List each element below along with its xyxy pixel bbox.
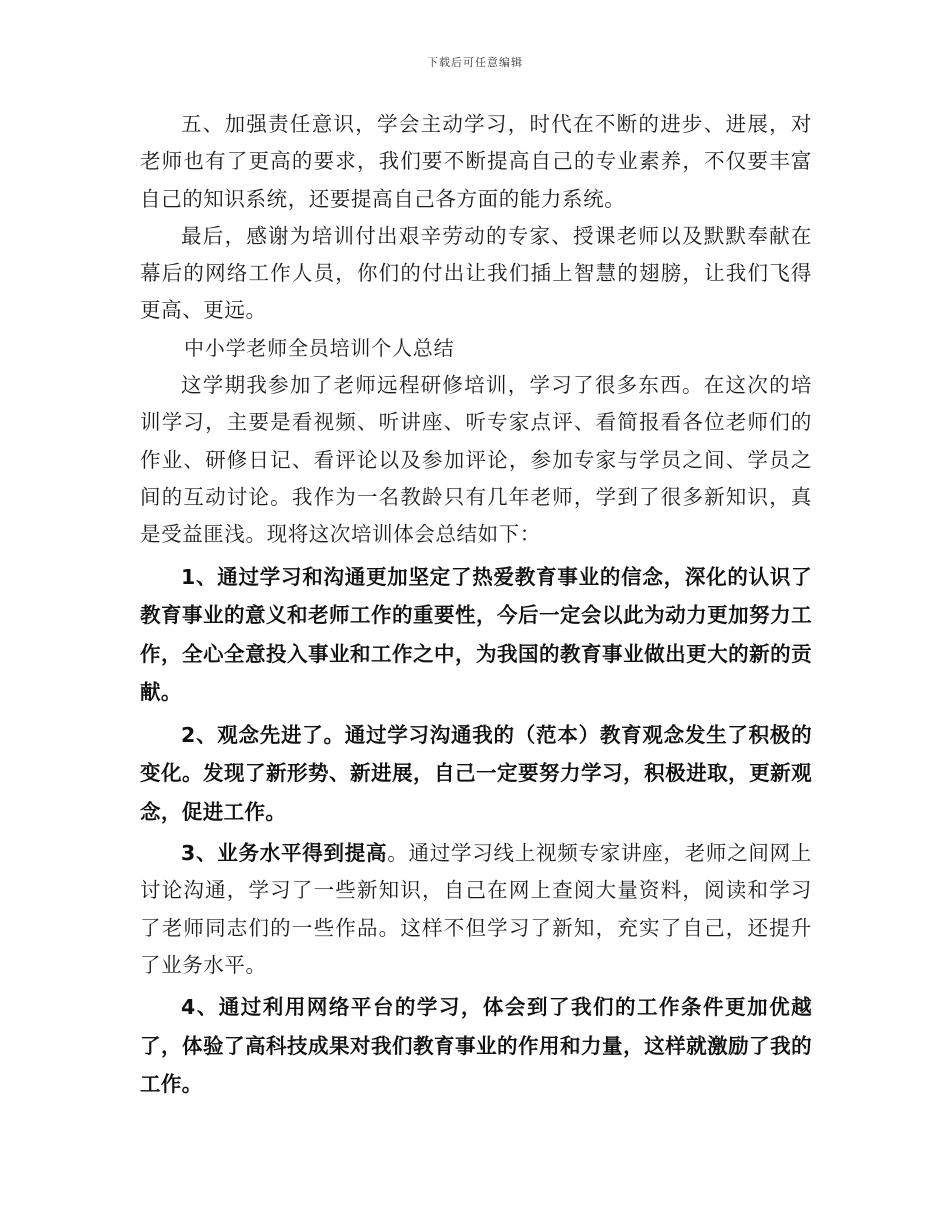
paragraph-point-4: 4、通过利用网络平台的学习，体会到了我们的工作条件更加优越了，体验了高科技成果对我们教育事业的作用和力量，这样就激励了我的工作。 xyxy=(140,995,812,1097)
document-body xyxy=(140,106,812,1104)
page-header: 下载后可任意编辑 xyxy=(427,56,523,69)
paragraph-point-1: 1、通过学习和沟通更加坚定了热爱教育事业的信念，深化的认识了教育事业的意义和老师工作的重要性，今后一定会以此为动力更加努力工作，全心全意投入事业和工作之中，为我国的教育事业做出更大的新的贡献。 xyxy=(140,564,812,705)
point-3-body: 。通过学习线上视频专家讲座，老师之间网上讨论沟通，学习了一些新知识，自己在网上查阅大量资料，阅读和学习了老师同志们的一些作品。这样不但学习了新知，充实了自己，还提升了业务水平。 xyxy=(140,841,813,977)
section-title: 中小学老师全员培训个人总结 xyxy=(184,335,455,360)
paragraph-intro: 这学期我参加了老师远程研修培训，学习了很多东西。在这次的培训学习，主要是看视频、听讲座、听专家点评、看简报看各位老师们的作业、研修日记、看评论以及参加评论，参加专家与学员之间、学员之间的互动讨论。我作为一名教龄只有几年老师，学到了很多新知识，真是受益匪浅。现将这次培训体会总结如下： xyxy=(140,373,812,547)
paragraph-point-3 xyxy=(140,835,812,984)
paragraph-thanks: 最后，感谢为培训付出艰辛劳动的专家、授课老师以及默默奉献在幕后的网络工作人员，你们的付出让我们插上智慧的翅膀，让我们飞得更高、更远。 xyxy=(140,223,812,323)
point-3-heading: 3、业务水平得到提高 xyxy=(181,841,388,866)
paragraph-responsibility: 五、加强责任意识，学会主动学习，时代在不断的进步、进展，对老师也有了更高的要求，我们要不断提高自己的专业素养，不仅要丰富自己的知识系统，还要提高自己各方面的能力系统。 xyxy=(140,112,812,211)
paragraph-point-2: 2、观念先进了。通过学习沟通我的（范本）教育观念发生了积极的变化。发现了新形势、新进展，自己一定要努力学习，积极进取，更新观念，促进工作。 xyxy=(140,722,812,824)
